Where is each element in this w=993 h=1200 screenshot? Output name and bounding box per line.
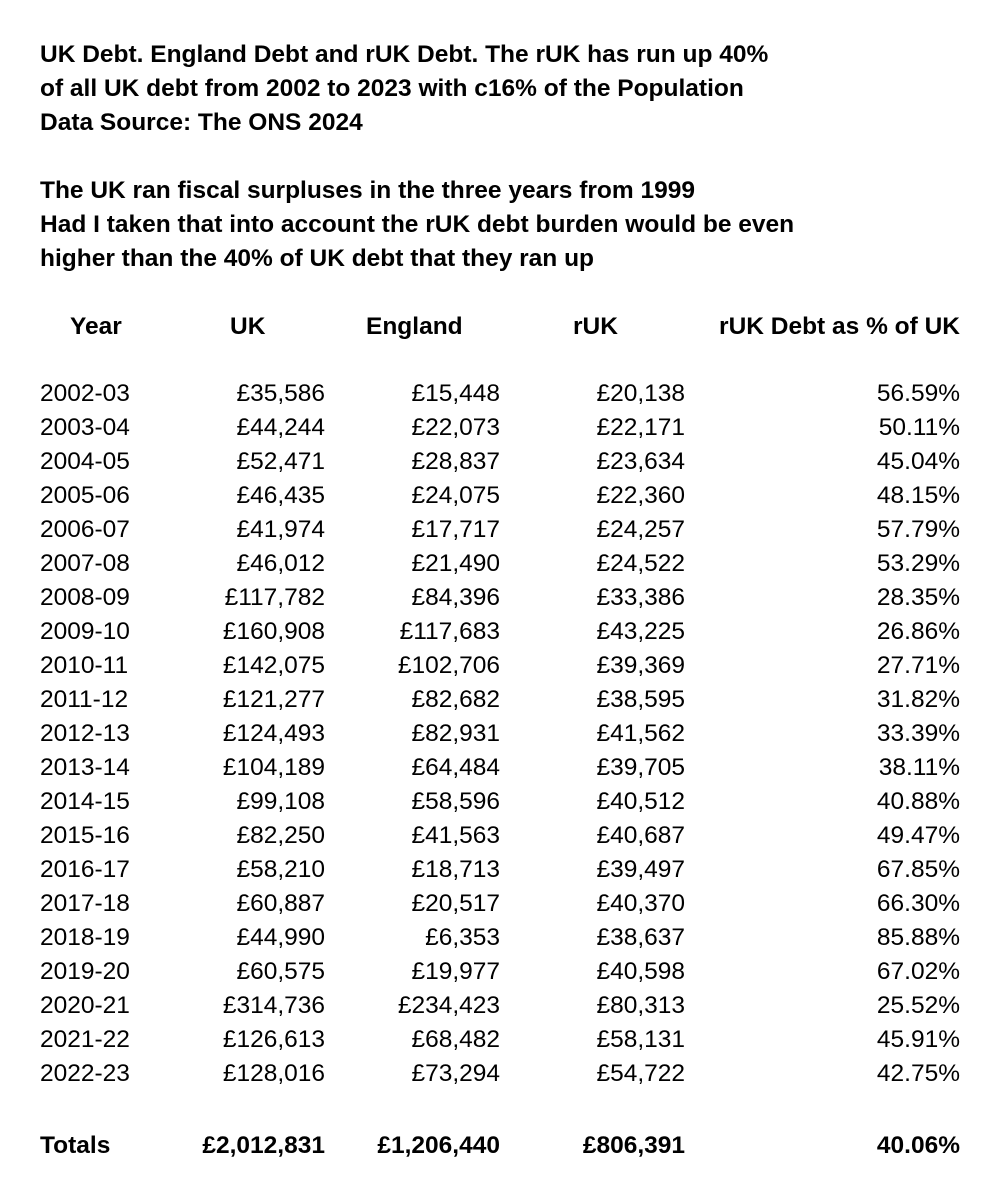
cell-ruk: £39,705 — [596, 754, 685, 781]
cell-england: £15,448 — [411, 380, 500, 407]
table-row — [0, 581, 993, 615]
cell-ruk-pct: 28.35% — [876, 584, 960, 611]
cell-england: £20,517 — [411, 890, 500, 917]
cell-year: 2018-19 — [40, 924, 130, 951]
totals-ruk: £806,391 — [582, 1132, 685, 1159]
cell-ruk-pct: 49.47% — [876, 822, 960, 849]
cell-ruk: £38,595 — [596, 686, 685, 713]
cell-uk: £58,210 — [236, 856, 325, 883]
cell-ruk-pct: 31.82% — [876, 686, 960, 713]
cell-uk: £41,974 — [236, 516, 325, 543]
cell-ruk: £40,598 — [596, 958, 685, 985]
cell-uk: £142,075 — [222, 652, 325, 679]
cell-ruk-pct: 53.29% — [876, 550, 960, 577]
table-row — [0, 819, 993, 853]
cell-ruk-pct: 25.52% — [876, 992, 960, 1019]
intro-text — [40, 38, 960, 276]
cell-ruk: £39,497 — [596, 856, 685, 883]
cell-ruk-pct: 50.11% — [878, 414, 960, 441]
table-row — [0, 989, 993, 1023]
cell-uk: £121,277 — [222, 686, 325, 713]
cell-ruk-pct: 42.75% — [876, 1060, 960, 1087]
cell-ruk-pct: 45.91% — [876, 1026, 960, 1053]
cell-ruk-pct: 67.02% — [876, 958, 960, 985]
cell-ruk: £40,512 — [596, 788, 685, 815]
intro-line: of all UK debt from 2002 to 2023 with c16% of the Population — [40, 75, 744, 102]
table-row — [0, 751, 993, 785]
table-row — [0, 1023, 993, 1057]
cell-year: 2013-14 — [40, 754, 130, 781]
table-row — [0, 683, 993, 717]
cell-ruk-pct: 67.85% — [876, 856, 960, 883]
cell-ruk: £40,687 — [596, 822, 685, 849]
cell-ruk-pct: 45.04% — [876, 448, 960, 475]
cell-ruk: £24,522 — [596, 550, 685, 577]
cell-ruk: £24,257 — [596, 516, 685, 543]
totals-label: Totals — [40, 1132, 111, 1159]
cell-uk: £60,575 — [236, 958, 325, 985]
cell-ruk: £22,360 — [596, 482, 685, 509]
cell-england: £234,423 — [397, 992, 500, 1019]
cell-ruk: £33,386 — [596, 584, 685, 611]
table-row — [0, 785, 993, 819]
cell-uk: £104,189 — [222, 754, 325, 781]
totals-row — [0, 1129, 993, 1163]
cell-year: 2017-18 — [40, 890, 130, 917]
totals-ruk-pct: 40.06% — [876, 1132, 960, 1159]
table-row — [0, 615, 993, 649]
cell-year: 2009-10 — [40, 618, 130, 645]
cell-year: 2006-07 — [40, 516, 130, 543]
cell-ruk-pct: 26.86% — [876, 618, 960, 645]
cell-uk: £124,493 — [222, 720, 325, 747]
cell-year: 2016-17 — [40, 856, 130, 883]
intro-line: The UK ran fiscal surpluses in the three years from 1999 — [40, 177, 695, 204]
cell-ruk-pct: 57.79% — [876, 516, 960, 543]
cell-ruk-pct: 33.39% — [876, 720, 960, 747]
cell-uk: £160,908 — [222, 618, 325, 645]
cell-ruk: £43,225 — [596, 618, 685, 645]
cell-uk: £314,736 — [222, 992, 325, 1019]
cell-england: £82,931 — [411, 720, 500, 747]
cell-ruk-pct: 40.88% — [876, 788, 960, 815]
cell-year: 2011-12 — [40, 686, 129, 713]
cell-england: £82,682 — [411, 686, 500, 713]
intro-spacer — [40, 140, 960, 174]
table-row — [0, 513, 993, 547]
cell-ruk-pct: 48.15% — [876, 482, 960, 509]
cell-england: £21,490 — [411, 550, 500, 577]
cell-year: 2007-08 — [40, 550, 130, 577]
cell-year: 2020-21 — [40, 992, 130, 1019]
table-row — [0, 445, 993, 479]
header-ruk-pct: rUK Debt as % of UK — [719, 313, 960, 340]
cell-ruk-pct: 27.71% — [876, 652, 960, 679]
table-row — [0, 955, 993, 989]
cell-uk: £44,990 — [236, 924, 325, 951]
cell-year: 2010-11 — [40, 652, 129, 679]
cell-year: 2004-05 — [40, 448, 130, 475]
intro-line: UK Debt. England Debt and rUK Debt. The rUK has run up 40% — [40, 41, 769, 68]
cell-year: 2022-23 — [40, 1060, 130, 1087]
table-row — [0, 377, 993, 411]
cell-uk: £117,782 — [224, 584, 325, 611]
header-ruk: rUK — [573, 313, 618, 340]
cell-england: £64,484 — [411, 754, 500, 781]
header-uk: UK — [230, 313, 266, 340]
cell-ruk: £41,562 — [596, 720, 685, 747]
table-row — [0, 717, 993, 751]
cell-uk: £35,586 — [236, 380, 325, 407]
table-row — [0, 547, 993, 581]
cell-ruk: £40,370 — [596, 890, 685, 917]
header-year: Year — [70, 313, 122, 340]
cell-year: 2019-20 — [40, 958, 130, 985]
cell-england: £41,563 — [411, 822, 500, 849]
cell-england: £24,075 — [411, 482, 500, 509]
cell-england: £73,294 — [411, 1060, 500, 1087]
cell-ruk-pct: 66.30% — [876, 890, 960, 917]
intro-line: Data Source: The ONS 2024 — [40, 109, 363, 136]
cell-ruk: £58,131 — [596, 1026, 685, 1053]
table-row — [0, 921, 993, 955]
data-table-body — [0, 377, 993, 1091]
cell-ruk-pct: 56.59% — [876, 380, 960, 407]
cell-year: 2014-15 — [40, 788, 130, 815]
cell-uk: £126,613 — [222, 1026, 325, 1053]
cell-england: £28,837 — [411, 448, 500, 475]
cell-ruk: £39,369 — [596, 652, 685, 679]
cell-uk: £82,250 — [236, 822, 325, 849]
cell-year: 2015-16 — [40, 822, 130, 849]
cell-uk: £99,108 — [236, 788, 325, 815]
cell-ruk-pct: 38.11% — [878, 754, 960, 781]
cell-england: £18,713 — [411, 856, 500, 883]
cell-uk: £46,012 — [236, 550, 325, 577]
cell-uk: £52,471 — [236, 448, 325, 475]
intro-line: higher than the 40% of UK debt that they ran up — [40, 245, 595, 272]
cell-year: 2003-04 — [40, 414, 130, 441]
cell-england: £84,396 — [411, 584, 500, 611]
cell-england: £68,482 — [411, 1026, 500, 1053]
cell-england: £6,353 — [425, 924, 500, 951]
table-row — [0, 411, 993, 445]
table-row — [0, 887, 993, 921]
totals-england: £1,206,440 — [377, 1132, 500, 1159]
cell-england: £17,717 — [411, 516, 500, 543]
table-row — [0, 479, 993, 513]
cell-year: 2005-06 — [40, 482, 130, 509]
cell-england: £58,596 — [411, 788, 500, 815]
cell-england: £102,706 — [397, 652, 500, 679]
cell-ruk: £38,637 — [596, 924, 685, 951]
cell-year: 2012-13 — [40, 720, 130, 747]
cell-year: 2002-03 — [40, 380, 130, 407]
cell-england: £19,977 — [411, 958, 500, 985]
table-row — [0, 649, 993, 683]
intro-line: Had I taken that into account the rUK debt burden would be even — [40, 211, 795, 238]
table-row — [0, 1057, 993, 1091]
cell-england: £117,683 — [399, 618, 500, 645]
header-england: England — [366, 313, 463, 340]
cell-uk: £44,244 — [236, 414, 325, 441]
cell-uk: £60,887 — [236, 890, 325, 917]
cell-uk: £128,016 — [222, 1060, 325, 1087]
table-row — [0, 853, 993, 887]
cell-ruk: £54,722 — [596, 1060, 685, 1087]
cell-ruk-pct: 85.88% — [876, 924, 960, 951]
cell-ruk: £23,634 — [596, 448, 685, 475]
cell-uk: £46,435 — [236, 482, 325, 509]
cell-ruk: £80,313 — [596, 992, 685, 1019]
cell-ruk: £22,171 — [596, 414, 685, 441]
cell-year: 2008-09 — [40, 584, 130, 611]
cell-england: £22,073 — [411, 414, 500, 441]
cell-ruk: £20,138 — [596, 380, 685, 407]
totals-uk: £2,012,831 — [202, 1132, 325, 1159]
cell-year: 2021-22 — [40, 1026, 130, 1053]
